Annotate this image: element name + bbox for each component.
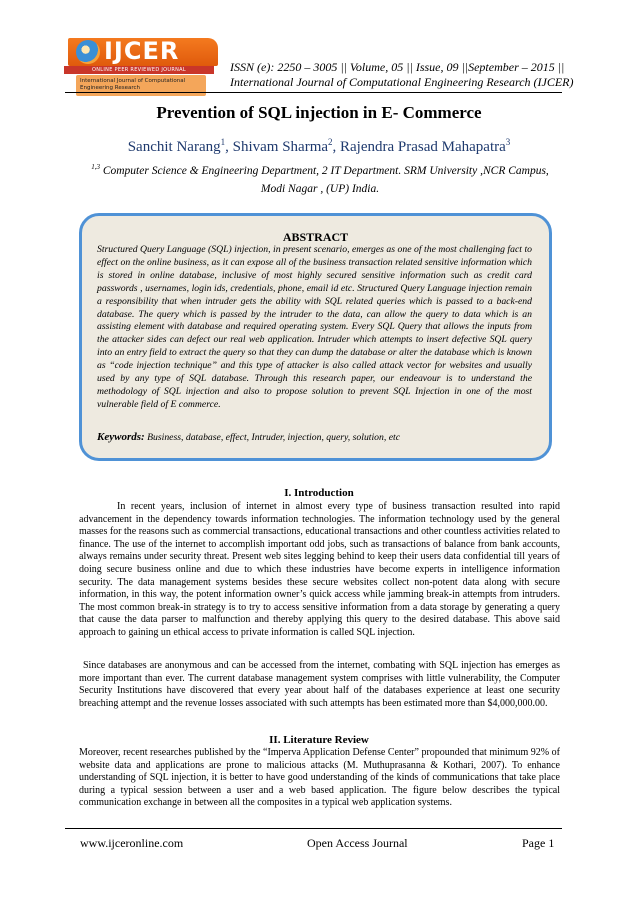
footer-url[interactable]: www.ijceronline.com: [80, 836, 184, 850]
paper-title: Prevention of SQL injection in E- Commerce: [156, 103, 482, 122]
intro-paragraph-2: Since databases are anonymous and can be accessed from the internet, combating with SQL injection has emerges as more important than ever. The current database management system comprises with little vulnerability, the Computer Security Institutions have discovered that every year about half of the databases experience at least one security breaching attempt and the revenue losses associated with such attempts has been estimated more than $4,000,000.00.: [79, 660, 560, 709]
logo-name: IJCER: [104, 37, 180, 65]
logo-subtitle: International Journal of Computational Engineering Research: [76, 75, 206, 96]
author-name: Sanchit Narang: [127, 139, 221, 155]
author-sup: 1: [220, 137, 226, 147]
author-name: Shivam Sharma: [232, 139, 329, 155]
keywords-label: Keywords:: [97, 431, 145, 443]
logo-band: ONLINE PEER REVIEWED JOURNAL: [64, 66, 214, 74]
affiliation-sup: 1,3: [91, 163, 100, 171]
keywords: [97, 431, 537, 444]
affiliation-line1: Computer Science & Engineering Department, 2 IT Department. SRM University ,NCR Campus,: [99, 164, 549, 177]
abstract-text: Structured Query Language (SQL) injection, in present scenario, emerges as one of the most challenging fact to effect on the online business, as it can expose all of the business transaction related sensitive information which is stored in online database, inclusive of most highly secured sensitive information such as credit card passwords , usernames, login ids, credentials, phone, email id etc. Structured Query Language injection remain a responsibility that when intruder gets the ability with SQL related queries which is passed to a back-end database. The query which is passed by the intruder to the data, can allow the query to data which is an assisting element with database and required operating system. Every SQL Query that allows the inputs from the attacker sides can defect our real web application. Intruder which attempts to insert defective SQL query into an entry field to extract the query so that they can dump the database or alter the database which is known as “code injection technique” and this type of attacker is also called attack vector for websites and usually used by any type of SQL database. Through this research paper, our endeavour is to understand the methodology of SQL injection and also to propose solution to prevent SQL Injection in one of the most vulnerable field of E commerce.: [97, 244, 532, 410]
intro-paragraph-1: In recent years, inclusion of internet in almost every type of business transaction resulted into rapid advancement in the dependency towards information technologies. The information technology used by the general masses for the reasons such as commercial transactions, educational transactions and other countless activities related to finance. The use of the internet to accomplish important odd jobs, such as transactions of balance from bank accounts, always remains under security threat. Present web sites legging behind to keep their users data confidential till years of doing secure business online and due to which these industries have become experts in intelligence information security. The data management systems besides these secure websites collect non-potent data along with secure information, in this way, the potent information owner’s quick access while jamming break-in attempts from intruders. The most common break-in strategy is to try to access sensitive information from a data storage by generating a query that cause the data parser to malfunction and thereby applying this query to the desired database. This above said approach to gaining un ethical access to private information is called SQL injection.: [79, 501, 560, 638]
literature-paragraph: Moreover, recent researches published by the “Imperva Application Defense Center” propounded that minimum 92% of website data and applications are prone to malicious attacks (M. Muthuprasanna & Kothari, 2007). To enhance understanding of SQL injection, it is better to have good understanding of the kinds of communications that take place during a typical session between a user and a web based application. The figure below describes the typical communication exchange in between all the composites in a typical web application systems.: [79, 747, 560, 809]
author-list: Sanchit Narang$^1$, Shivam Sharma$^2$, Rajendra Prasad Mahapatra$^3$: [127, 137, 511, 155]
affiliation-line2: Modi Nagar , (UP) India.: [260, 182, 380, 195]
keywords-list: Business, database, effect, Intruder, injection, query, solution, etc: [144, 432, 401, 443]
author-sup: 2: [328, 137, 333, 147]
author-sup: 3: [505, 137, 511, 147]
footer-divider: [65, 828, 562, 829]
author-name: Rajendra Prasad Mahapatra: [340, 139, 506, 155]
literature-heading: II. Literature Review: [269, 734, 369, 746]
footer-page: Page 1: [522, 836, 555, 850]
intro-heading: I. Introduction: [284, 487, 354, 499]
journal-name: International Journal of Computational Engineering Research (IJCER): [230, 75, 574, 89]
issn-line: ISSN (e): 2250 – 3005 || Volume, 05 || Issue, 09 ||September – 2015 ||: [230, 60, 565, 74]
affiliation: [60, 158, 580, 198]
journal-logo: [62, 38, 218, 98]
header-divider: [65, 92, 562, 93]
globe-icon: [76, 40, 100, 64]
abstract-heading: ABSTRACT: [282, 230, 349, 244]
logo-top-bar: [68, 38, 218, 66]
footer-center: Open Access Journal: [307, 836, 408, 850]
